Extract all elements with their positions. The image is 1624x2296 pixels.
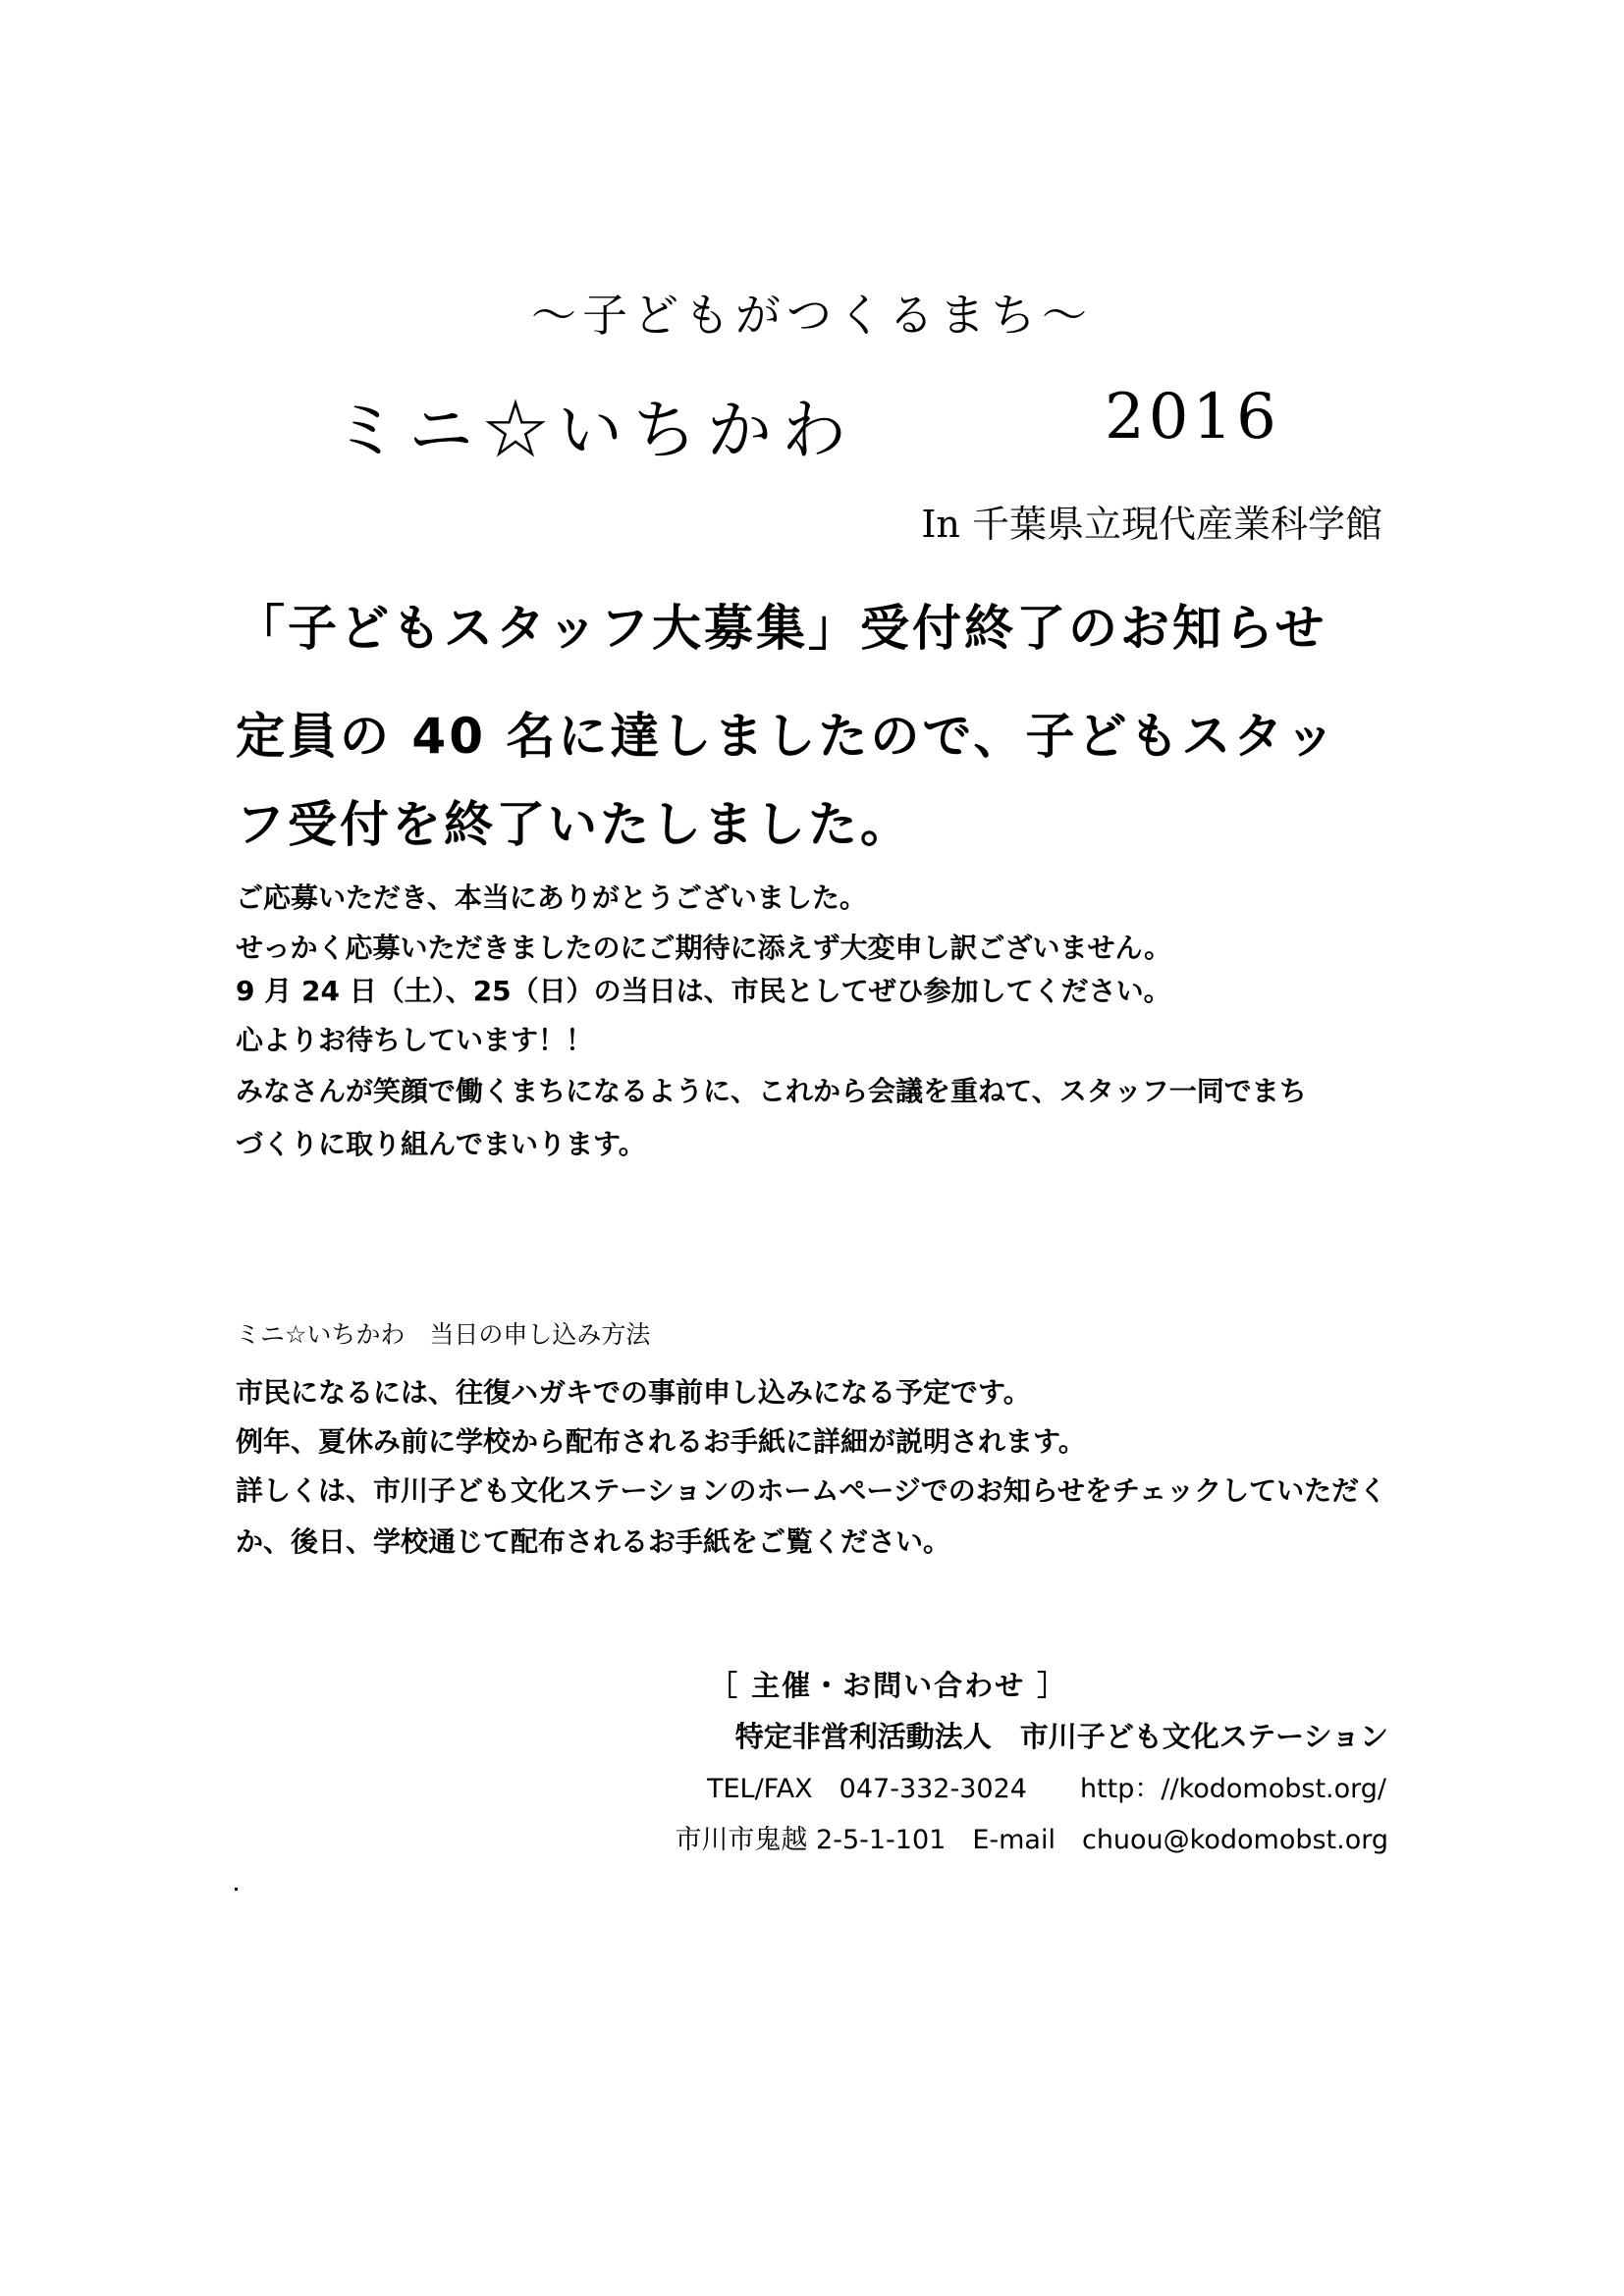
method-line-3: 詳しくは、市川子ども文化ステーションのホームページでのお知らせをチェックしていただく	[236, 1474, 1387, 1507]
method-section-title: ミニ☆いちかわ 当日の申し込み方法	[236, 1320, 651, 1349]
organization-name: 特定非営利活動法人 市川子ども文化ステーション	[734, 1720, 1388, 1753]
headline-line-3: フ受付を終了いたしました。	[236, 796, 912, 853]
method-line-1: 市民になるには、往復ハガキでの事前申し込みになる予定です。	[236, 1376, 1031, 1409]
headline-line-2: 定員の 40 名に達しましたので、子どもスタッ	[236, 708, 1338, 765]
contact-address-email: 市川市鬼越 2-5-1-101 E-mail chuou@kodomobst.org	[675, 1825, 1388, 1855]
body-line-5: みなさんが笑顔で働くまちになるように、これから会議を重ねて、スタッフ一同でまち	[236, 1075, 1307, 1107]
body-line-1: ご応募いただき、本当にありがとうございました。	[236, 881, 867, 914]
contact-header: ［ 主催・お問い合わせ ］	[709, 1669, 1068, 1702]
event-venue: In 千葉県立現代産業科学館	[921, 503, 1382, 546]
stray-mark	[235, 1888, 238, 1891]
contact-tel-url: TEL/FAX 047-332-3024 http：//kodomobst.org/	[706, 1774, 1386, 1804]
body-line-3: 9 月 24 日（土）、25（日）の当日は、市民としてぜひ参加してください。	[236, 975, 1171, 1007]
body-line-6: づくりに取り組んでまいります。	[236, 1128, 646, 1160]
event-title: ミニ☆いちかわ	[334, 393, 856, 468]
method-line-4: か、後日、学校通じて配布されるお手紙をご覧ください。	[236, 1525, 951, 1558]
event-year: 2016	[1105, 381, 1280, 454]
headline-line-1: 「子どもスタッフ大募集」受付終了のお知らせ	[236, 600, 1327, 657]
body-line-2: せっかく応募いただきましたのにご期待に添えず大変申し訳ございません。	[236, 932, 1172, 964]
body-line-4: 心よりお待ちしています！！	[236, 1024, 594, 1056]
event-subtitle: ～子どもがつくるまち～	[531, 289, 1093, 342]
method-line-2: 例年、夏休み前に学校から配布されるお手紙に詳細が説明されます。	[236, 1425, 1086, 1458]
